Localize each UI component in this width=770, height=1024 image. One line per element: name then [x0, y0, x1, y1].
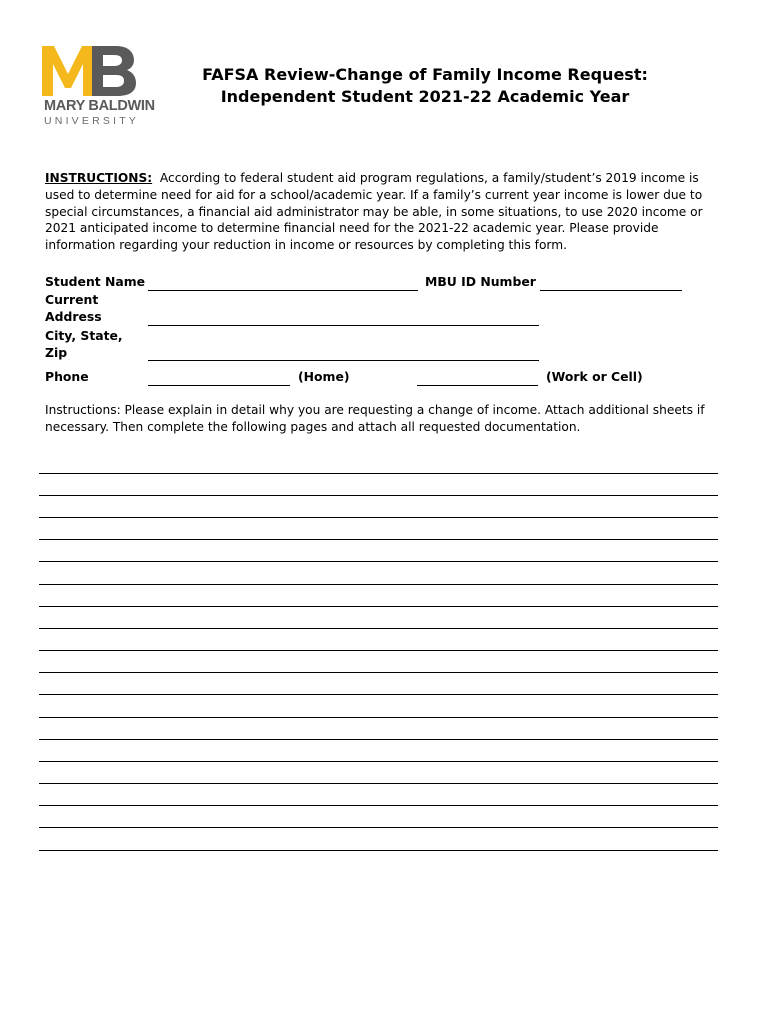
phone-label: Phone — [45, 369, 89, 384]
student-name-label: Student Name — [45, 274, 146, 289]
address-field[interactable] — [148, 325, 539, 326]
logo-subtitle: UNIVERSITY — [44, 115, 140, 127]
writing-line[interactable] — [39, 650, 718, 651]
home-phone-field[interactable] — [148, 385, 290, 386]
title-line-2: Independent Student 2021-22 Academic Year — [220, 87, 630, 106]
work-phone-field[interactable] — [417, 385, 538, 386]
writing-line[interactable] — [39, 805, 718, 806]
writing-line[interactable] — [39, 561, 718, 562]
mbu-id-label: MBU ID Number — [425, 274, 536, 289]
writing-line[interactable] — [39, 694, 718, 695]
mbu-id-field[interactable] — [540, 290, 682, 291]
explain-instructions: Instructions: Please explain in detail why you are requesting a change of income. Attach additional sheets if necessary. Then complete the following pages and attach all requested documentation. — [45, 403, 705, 434]
writing-line[interactable] — [39, 584, 718, 585]
zip-label: Zip — [45, 345, 68, 360]
writing-line[interactable] — [39, 539, 718, 540]
writing-line[interactable] — [39, 827, 718, 828]
city-state-zip-field[interactable] — [148, 360, 539, 361]
writing-line[interactable] — [39, 606, 718, 607]
work-label: (Work or Cell) — [546, 369, 643, 384]
instructions-label: INSTRUCTIONS: — [45, 171, 153, 185]
instructions-paragraph — [45, 170, 725, 254]
address-label: Address — [45, 309, 102, 324]
student-name-field[interactable] — [148, 290, 418, 291]
logo-name: MARY BALDWIN — [44, 98, 155, 114]
writing-line[interactable] — [39, 783, 718, 784]
mb-logo-icon — [42, 44, 138, 98]
writing-line[interactable] — [39, 517, 718, 518]
title-line-1: FAFSA Review-Change of Family Income Request: — [202, 65, 648, 84]
home-label: (Home) — [298, 369, 350, 384]
current-label: Current — [45, 292, 99, 307]
writing-line[interactable] — [39, 495, 718, 496]
writing-line[interactable] — [39, 739, 718, 740]
writing-line[interactable] — [39, 850, 718, 851]
university-logo — [42, 44, 155, 127]
writing-line[interactable] — [39, 672, 718, 673]
page-title — [185, 64, 665, 108]
city-state-label: City, State, — [45, 328, 123, 343]
instructions-text: According to federal student aid program regulations, a family/student’s 2019 income is used to determine need for aid for a school/academic year. If a family’s current year income is lower due to special circumstances, a financial aid administrator may be able, in some situations, to use 2020 income or 2021 anticipated income to determine financial need for the 2021-22 academic year. Please provide information regarding your reduction in income or resources by completing this form. — [45, 171, 703, 253]
writing-line[interactable] — [39, 761, 718, 762]
writing-line[interactable] — [39, 473, 718, 474]
writing-line[interactable] — [39, 628, 718, 629]
writing-line[interactable] — [39, 717, 718, 718]
